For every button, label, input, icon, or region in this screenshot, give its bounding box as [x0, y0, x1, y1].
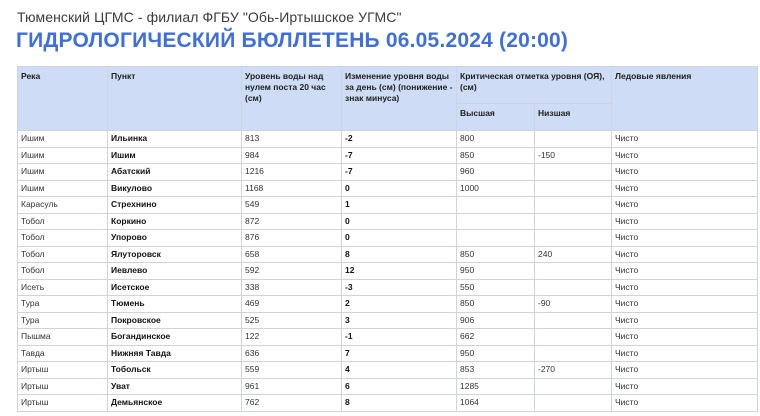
- cell-river: Тура: [18, 312, 108, 329]
- page-title: ГИДРОЛОГИЧЕСКИЙ БЮЛЛЕТЕНЬ 06.05.2024 (20:00): [16, 29, 569, 52]
- cell-river: Ишим: [18, 180, 108, 197]
- cell-high: 850: [457, 147, 535, 164]
- table-row: [18, 180, 758, 197]
- cell-level: 1216: [242, 164, 342, 181]
- table-header: [18, 67, 758, 131]
- header-high: Высшая: [457, 104, 535, 131]
- cell-level: 658: [242, 246, 342, 263]
- cell-river: Тура: [18, 296, 108, 313]
- cell-ice: Чисто: [612, 246, 758, 263]
- cell-point: Исетское: [108, 279, 242, 296]
- header-river: Река: [18, 67, 108, 131]
- cell-change: 7: [342, 345, 457, 362]
- table-body: [18, 131, 758, 412]
- cell-high: 853: [457, 362, 535, 379]
- cell-river: Пышма: [18, 329, 108, 346]
- cell-low: [535, 213, 612, 230]
- table-row: [18, 362, 758, 379]
- cell-river: Ишим: [18, 164, 108, 181]
- header-water-level: Уровень воды над нулем поста 20 час (см): [242, 67, 342, 131]
- table-row: [18, 230, 758, 247]
- cell-ice: Чисто: [612, 345, 758, 362]
- hydrology-table: [17, 66, 758, 412]
- cell-change: -3: [342, 279, 457, 296]
- cell-change: -7: [342, 147, 457, 164]
- cell-level: 549: [242, 197, 342, 214]
- cell-point: Абатский: [108, 164, 242, 181]
- cell-high: 662: [457, 329, 535, 346]
- cell-high: 960: [457, 164, 535, 181]
- cell-low: [535, 230, 612, 247]
- cell-river: Иртыш: [18, 395, 108, 412]
- cell-level: 813: [242, 131, 342, 148]
- cell-point: Богандинское: [108, 329, 242, 346]
- cell-level: 469: [242, 296, 342, 313]
- cell-point: Иевлево: [108, 263, 242, 280]
- cell-low: -90: [535, 296, 612, 313]
- cell-high: [457, 230, 535, 247]
- table-row: [18, 345, 758, 362]
- cell-ice: Чисто: [612, 395, 758, 412]
- cell-ice: Чисто: [612, 197, 758, 214]
- cell-change: -1: [342, 329, 457, 346]
- cell-change: 8: [342, 246, 457, 263]
- cell-low: [535, 180, 612, 197]
- cell-low: [535, 263, 612, 280]
- cell-river: Исеть: [18, 279, 108, 296]
- cell-ice: Чисто: [612, 263, 758, 280]
- cell-level: 636: [242, 345, 342, 362]
- cell-high: [457, 213, 535, 230]
- cell-low: [535, 279, 612, 296]
- cell-point: Нижняя Тавда: [108, 345, 242, 362]
- cell-change: 3: [342, 312, 457, 329]
- header-ice: Ледовые явления: [612, 67, 758, 131]
- cell-high: 1064: [457, 395, 535, 412]
- cell-river: Тобол: [18, 230, 108, 247]
- cell-change: 0: [342, 213, 457, 230]
- cell-ice: Чисто: [612, 296, 758, 313]
- cell-low: [535, 345, 612, 362]
- cell-low: [535, 329, 612, 346]
- cell-change: -7: [342, 164, 457, 181]
- cell-ice: Чисто: [612, 362, 758, 379]
- cell-ice: Чисто: [612, 213, 758, 230]
- cell-high: 850: [457, 246, 535, 263]
- cell-ice: Чисто: [612, 230, 758, 247]
- cell-point: Демьянское: [108, 395, 242, 412]
- cell-point: Ялуторовск: [108, 246, 242, 263]
- cell-river: Тобол: [18, 263, 108, 280]
- cell-change: 4: [342, 362, 457, 379]
- cell-river: Иртыш: [18, 378, 108, 395]
- cell-change: 12: [342, 263, 457, 280]
- cell-change: 0: [342, 230, 457, 247]
- cell-level: 525: [242, 312, 342, 329]
- cell-high: [457, 197, 535, 214]
- cell-low: [535, 164, 612, 181]
- cell-ice: Чисто: [612, 378, 758, 395]
- cell-river: Тавда: [18, 345, 108, 362]
- cell-point: Ильинка: [108, 131, 242, 148]
- table-row: [18, 395, 758, 412]
- cell-point: Викулово: [108, 180, 242, 197]
- cell-level: 559: [242, 362, 342, 379]
- cell-change: -2: [342, 131, 457, 148]
- cell-change: 1: [342, 197, 457, 214]
- organization-name: Тюменский ЦГМС - филиал ФГБУ "Обь-Иртышское УГМС": [17, 9, 402, 25]
- table-row: [18, 279, 758, 296]
- cell-ice: Чисто: [612, 329, 758, 346]
- cell-high: 800: [457, 131, 535, 148]
- cell-point: Тюмень: [108, 296, 242, 313]
- table-row: [18, 246, 758, 263]
- table-row: [18, 329, 758, 346]
- cell-point: Ишим: [108, 147, 242, 164]
- cell-low: [535, 312, 612, 329]
- cell-low: -150: [535, 147, 612, 164]
- cell-level: 762: [242, 395, 342, 412]
- table-row: [18, 197, 758, 214]
- table-row: [18, 378, 758, 395]
- cell-river: Тобол: [18, 213, 108, 230]
- cell-high: 850: [457, 296, 535, 313]
- cell-ice: Чисто: [612, 147, 758, 164]
- header-point: Пункт: [108, 67, 242, 131]
- cell-ice: Чисто: [612, 180, 758, 197]
- cell-point: Покровское: [108, 312, 242, 329]
- cell-high: 1285: [457, 378, 535, 395]
- cell-ice: Чисто: [612, 164, 758, 181]
- cell-ice: Чисто: [612, 312, 758, 329]
- cell-river: Карасуль: [18, 197, 108, 214]
- table-row: [18, 147, 758, 164]
- cell-level: 1168: [242, 180, 342, 197]
- cell-change: 8: [342, 395, 457, 412]
- cell-level: 338: [242, 279, 342, 296]
- cell-low: [535, 197, 612, 214]
- table-row: [18, 164, 758, 181]
- cell-high: 1000: [457, 180, 535, 197]
- cell-low: [535, 395, 612, 412]
- cell-point: Упорово: [108, 230, 242, 247]
- cell-ice: Чисто: [612, 131, 758, 148]
- cell-ice: Чисто: [612, 279, 758, 296]
- cell-high: 550: [457, 279, 535, 296]
- table-row: [18, 131, 758, 148]
- cell-low: [535, 378, 612, 395]
- cell-level: 984: [242, 147, 342, 164]
- cell-low: [535, 131, 612, 148]
- table-row: [18, 296, 758, 313]
- cell-high: 906: [457, 312, 535, 329]
- cell-river: Иртыш: [18, 362, 108, 379]
- cell-point: Коркино: [108, 213, 242, 230]
- cell-change: 0: [342, 180, 457, 197]
- cell-level: 592: [242, 263, 342, 280]
- table-row: [18, 312, 758, 329]
- header-level-change: Изменение уровня воды за день (см) (понижение - знак минуса): [342, 67, 457, 131]
- header-low: Низшая: [535, 104, 612, 131]
- cell-level: 872: [242, 213, 342, 230]
- cell-point: Тобольск: [108, 362, 242, 379]
- cell-change: 6: [342, 378, 457, 395]
- cell-river: Ишим: [18, 147, 108, 164]
- cell-point: Стрехнино: [108, 197, 242, 214]
- table-row: [18, 263, 758, 280]
- cell-river: Ишим: [18, 131, 108, 148]
- cell-low: -270: [535, 362, 612, 379]
- table-row: [18, 213, 758, 230]
- cell-level: 122: [242, 329, 342, 346]
- header-critical-mark: Критическая отметка уровня (ОЯ), (см): [457, 67, 612, 104]
- cell-high: 950: [457, 345, 535, 362]
- cell-river: Тобол: [18, 246, 108, 263]
- cell-point: Уват: [108, 378, 242, 395]
- cell-low: 240: [535, 246, 612, 263]
- cell-level: 961: [242, 378, 342, 395]
- cell-change: 2: [342, 296, 457, 313]
- cell-level: 876: [242, 230, 342, 247]
- cell-high: 950: [457, 263, 535, 280]
